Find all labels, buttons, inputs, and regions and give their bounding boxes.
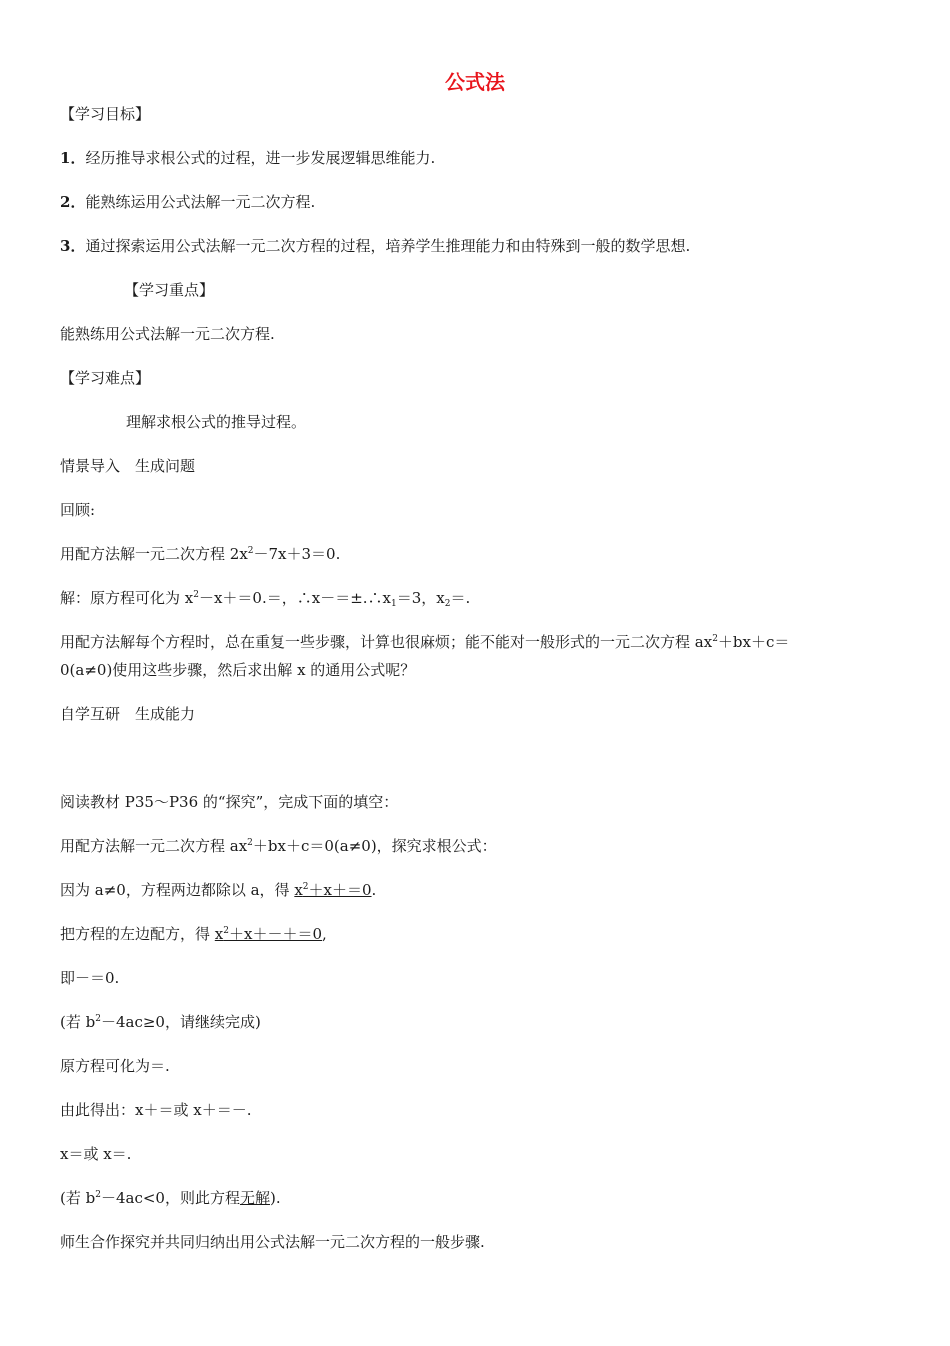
reading-instruction: 阅读教材 P35～P36 的“探究”，完成下面的填空： <box>60 793 399 811</box>
question-line-1: 用配方法解每个方程时，总在重复一些步骤，计算也很麻烦；能不能对一般形式的一元二次方程 $ax^2+bx+c=$ <box>60 633 790 651</box>
review-label: 回顾: <box>60 501 96 519</box>
key-text: 能熟练用公式法解一元二次方程. <box>60 325 275 343</box>
goal-item-1: 1．经历推导求根公式的过程，进一步发展逻辑思维能力. <box>60 149 436 167</box>
step-rewrite: 原方程可化为＝. <box>60 1057 170 1075</box>
goal-item-3: 3．通过探索运用公式法解一元二次方程的过程，培养学生推理能力和由特殊到一般的数学思想. <box>60 237 691 255</box>
question-line-2: 0(a≠0)使用这些步骤，然后求出解 x 的通用公式呢？ <box>60 661 416 679</box>
step-complete-square: 把方程的左边配方，得 $x^2+x+-+=0$, <box>60 925 327 943</box>
goal-item-2: 2．能熟练运用公式法解一元二次方程. <box>60 193 316 211</box>
section2-title: 自学互研 生成能力 <box>60 705 196 723</box>
step-divide: 因为 a≠0，方程两边都除以 a，得 $x^2+x+=0$. <box>60 881 377 899</box>
section1-title: 情景导入 生成问题 <box>60 457 196 475</box>
difficulty-text: 理解求根公式的推导过程。 <box>126 413 307 431</box>
condition-nonnegative: (若 $b^2-4ac\ge 0$，请继续完成) <box>60 1013 261 1031</box>
page-title: 公式法 <box>445 70 505 94</box>
derive-task: 用配方法解一元二次方程 $ax^2+bx+c=0(a\ne 0)$，探究求根公式： <box>60 837 497 855</box>
goal-text: 能熟练运用公式法解一元二次方程. <box>85 193 316 211</box>
goal-number: 2 <box>60 193 71 211</box>
difficulty-heading: 【学习难点】 <box>60 369 151 387</box>
fill-blank: $x^2+x+-+=0$ <box>214 925 322 943</box>
step-equivalent: 即－＝0. <box>60 969 120 987</box>
key-heading: 【学习重点】 <box>124 281 215 299</box>
review-task: 用配方法解一元二次方程 $2x^2-7x+3=0$. <box>60 545 341 563</box>
goal-text: 通过探索运用公式法解一元二次方程的过程，培养学生推理能力和由特殊到一般的数学思想. <box>85 237 691 255</box>
goal-number: 1 <box>60 149 71 167</box>
solution-line: 解：原方程可化为 $x^2-x+=0.=$，$\therefore x-=\pm.\therefore x_1=3$，$x_2=$. <box>60 589 471 609</box>
summary-text: 师生合作探究并共同归纳出用公式法解一元二次方程的一般步骤. <box>60 1233 485 1251</box>
goals-heading: 【学习目标】 <box>60 105 151 123</box>
step-roots: x＝或 x＝. <box>60 1145 132 1163</box>
fill-blank: $x^2+x+=0$ <box>294 881 372 899</box>
goal-number: 3 <box>60 237 71 255</box>
fill-blank: 无解 <box>239 1189 270 1207</box>
goal-text: 经历推导求根公式的过程，进一步发展逻辑思维能力. <box>85 149 436 167</box>
step-split: 由此得出：x＋＝或 x＋＝－. <box>60 1101 252 1119</box>
condition-negative: (若 $b^2-4ac<0$，则此方程无解). <box>60 1189 281 1207</box>
